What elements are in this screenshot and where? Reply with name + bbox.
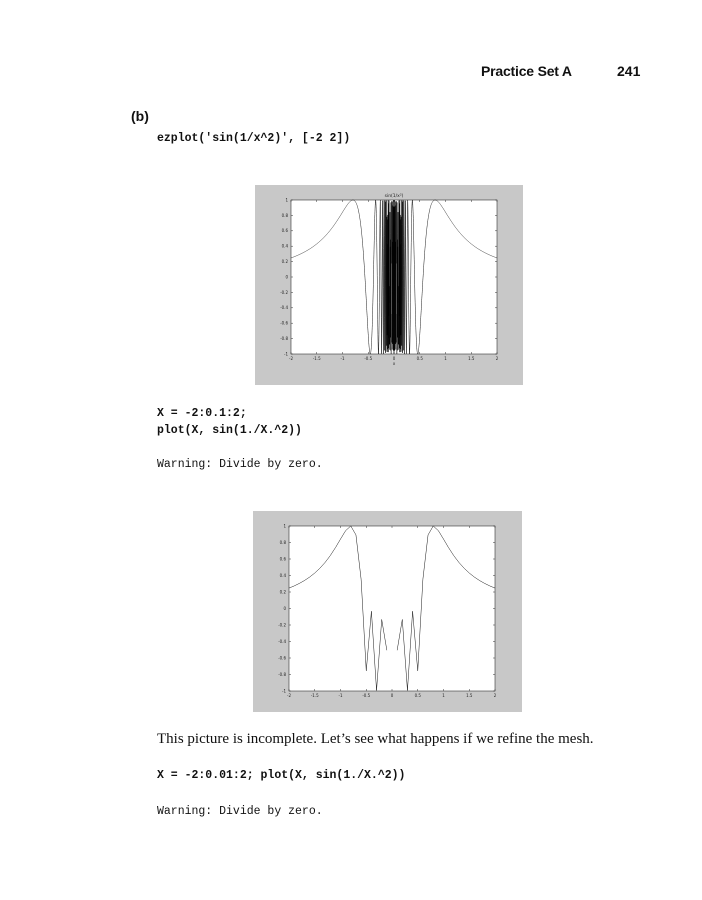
x-tick-label: 0.5 <box>414 693 421 698</box>
y-tick-label: -0.2 <box>280 289 288 295</box>
y-tick-label: 0.4 <box>281 243 288 249</box>
y-tick-label: 0.2 <box>281 259 288 264</box>
figure-ezplot <box>255 185 523 385</box>
y-tick-label: -0.8 <box>278 671 286 677</box>
code-refine-mesh: X = -2:0.01:2; plot(X, sin(1./X.^2)) <box>157 769 406 782</box>
y-tick-label: -1 <box>284 351 288 357</box>
y-tick-label: -0.2 <box>278 622 286 628</box>
y-tick-label: 0.6 <box>279 556 286 562</box>
page-number: 241 <box>617 63 641 79</box>
x-axis-label: x <box>392 361 396 366</box>
x-tick-label: 1.5 <box>468 356 475 361</box>
plot-area <box>289 526 495 691</box>
warning-message-2: Warning: Divide by zero. <box>157 805 323 818</box>
x-tick-label: -0.5 <box>362 693 371 698</box>
x-tick-label: 1.5 <box>466 693 473 698</box>
y-tick-label: -0.8 <box>280 336 288 341</box>
y-tick-label: -0.6 <box>280 320 288 326</box>
x-tick-label: 0 <box>390 693 394 698</box>
code-plot-call: plot(X, sin(1./X.^2)) <box>157 424 302 437</box>
x-tick-label: -1 <box>340 356 345 361</box>
warning-message-1: Warning: Divide by zero. <box>157 458 323 471</box>
x-tick-label: 1 <box>442 693 445 698</box>
x-tick-label: 0.5 <box>416 356 423 361</box>
y-tick-label: 0.6 <box>281 228 288 234</box>
body-text: This picture is incomplete. Let’s see what happens if we refine the mesh. <box>157 731 594 747</box>
y-tick-label: -0.4 <box>278 638 286 644</box>
code-ezplot: ezplot('sin(1/x^2)', [-2 2]) <box>157 132 351 145</box>
x-tick-label: -0.5 <box>364 356 373 361</box>
y-tick-label: 1 <box>283 523 286 529</box>
x-tick-label: -1 <box>338 693 343 698</box>
chart-title: sin(1/x²) <box>384 194 404 199</box>
chart-coarse-plot <box>253 511 522 712</box>
x-tick-label: -1.5 <box>312 356 321 361</box>
y-tick-label: -0.6 <box>278 655 286 661</box>
figure-coarse-plot <box>253 511 522 712</box>
x-tick-label: 2 <box>495 356 499 361</box>
x-tick-label: 2 <box>493 693 497 698</box>
x-tick-label: 0 <box>392 356 396 361</box>
y-tick-label: -1 <box>282 688 286 694</box>
y-tick-label: -0.4 <box>280 305 288 311</box>
x-tick-label: -2 <box>287 693 291 698</box>
x-tick-label: 1 <box>444 356 447 361</box>
part-label: (b) <box>131 108 149 124</box>
y-tick-label: 0 <box>283 605 286 611</box>
y-tick-label: 0 <box>285 274 288 280</box>
code-x-definition: X = -2:0.1:2; <box>157 407 247 420</box>
y-tick-label: 0.2 <box>279 589 286 595</box>
y-tick-label: 0.8 <box>279 539 286 545</box>
x-tick-label: -1.5 <box>310 693 319 698</box>
x-tick-label: -2 <box>289 356 293 361</box>
chart-ezplot <box>255 185 523 385</box>
running-header-title: Practice Set A <box>481 63 572 79</box>
y-tick-label: 1 <box>285 197 288 203</box>
y-tick-label: 0.4 <box>279 572 286 578</box>
y-tick-label: 0.8 <box>281 212 288 218</box>
